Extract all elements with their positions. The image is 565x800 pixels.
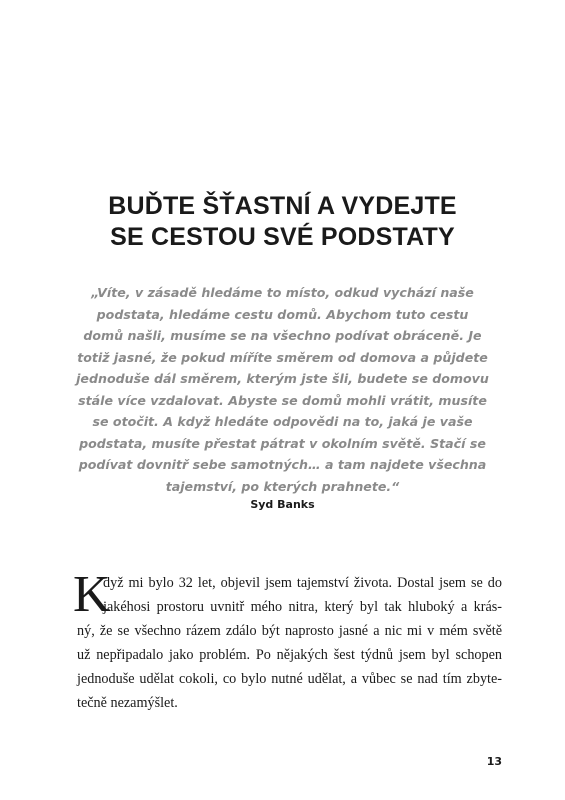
epigraph-line: podstata, musíte přestat pátrat v okolním světě. Stačí se — [79, 435, 486, 451]
epigraph-line: stále více vzdalovat. Abyste se domů mohli vrátit, musíte — [78, 392, 487, 408]
epigraph-quote — [60, 282, 505, 497]
body-line: ný, že se všechno rázem zdálo být naprosto jasné a nic mi v mém světě — [77, 623, 502, 639]
epigraph-line: se otočit. A když hledáte odpovědi na to, jaká je vaše — [92, 414, 473, 429]
epigraph-line: totiž jasné, že pokud míříte směrem od domova a půjdete — [77, 349, 488, 365]
body-line: jakéhosi prostoru uvnitř mého nitra, který byl tak hluboký a krás- — [103, 599, 502, 615]
chapter-title-line: SE CESTOU SVÉ PODSTATY — [110, 223, 455, 251]
epigraph-line: podstata, hledáme cestu domů. Abychom tuto cestu — [96, 306, 469, 322]
epigraph-line: jednoduše dál směrem, kterým jste šli, budete se domovu — [76, 371, 489, 386]
chapter-title — [0, 191, 565, 253]
epigraph-line: tajemství, po kterých prahnete.“ — [165, 478, 400, 494]
body-paragraph — [77, 571, 502, 715]
chapter-title-line: BUĎTE ŠŤASTNÍ A VYDEJTE — [108, 192, 457, 220]
body-line: tečně nezamýšlet. — [77, 695, 178, 711]
body-line: už nepřipadalo jako problém. Po nějakých šest týdnů jsem byl schopen — [77, 647, 502, 663]
epigraph-line: podívat dovnitř sebe samotných… a tam najdete všechna — [78, 457, 487, 472]
body-line: dyž mi bylo 32 let, objevil jsem tajemství života. Dostal jsem se do — [103, 575, 502, 591]
epigraph-line: „Víte, v zásadě hledáme to místo, odkud vychází naše — [91, 285, 474, 300]
epigraph-line: domů našli, musíme se na všechno podívat obráceně. Je — [83, 328, 482, 343]
drop-cap: K — [73, 566, 111, 623]
epigraph-author: Syd Banks — [250, 498, 315, 511]
body-line: jednoduše udělat cokoli, co bylo nutné udělat, a vůbec se nad tím zbyte- — [77, 671, 502, 687]
page-number: 13 — [486, 755, 502, 768]
